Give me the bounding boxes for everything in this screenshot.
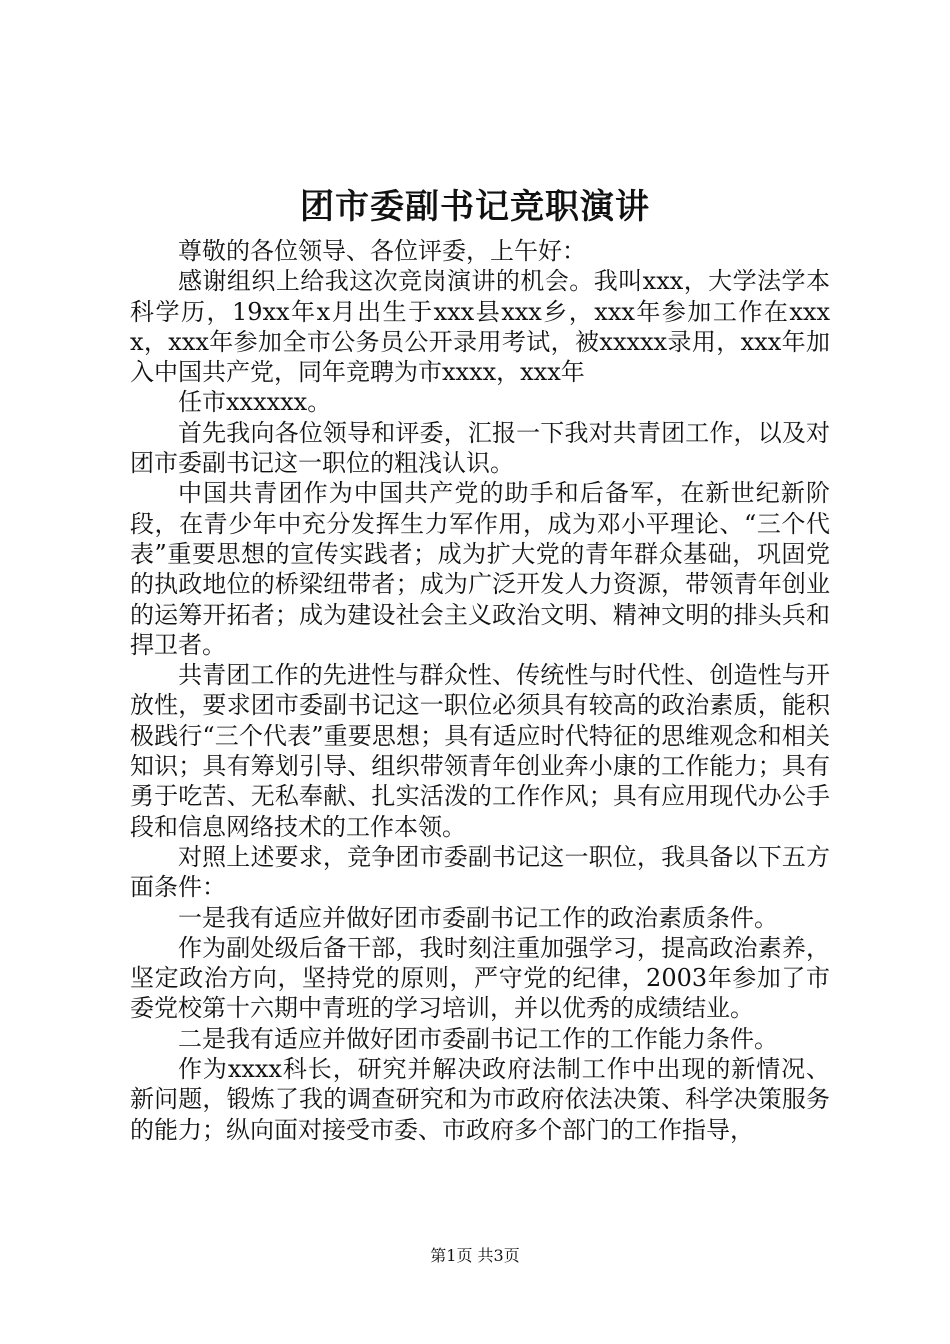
document-body [130,236,830,1145]
condition-one-paragraph: 作为副处级后备干部，我时刻注重加强学习，提高政治素养，坚定政治方向，坚持党的原则，严守党的纪律，2003年参加了市委党校第十六期中青班的学习培训，并以优秀的成绩结业。 [130,933,830,1023]
salutation-paragraph: 尊敬的各位领导、各位评委，上午好： [178,237,586,265]
condition-two-heading: 二是我有适应并做好团市委副书记工作的工作能力条件。 [178,1024,778,1053]
conditions-intro-paragraph: 对照上述要求，竞争团市委副书记这一职位，我具备以下五方面条件： [130,842,830,902]
page-number-footer: 第1页 共3页 [430,1246,520,1265]
condition-two-paragraph: 作为xxxx科长，研究并解决政府法制工作中出现的新情况、新问题，锻炼了我的调查研究和为市政府依法决策、科学决策服务的能力；纵向面对接受市委、市政府多个部门的工作指导， [130,1055,830,1144]
league-role-paragraph: 中国共青团作为中国共产党的助手和后备军，在新世纪新阶段，在青少年中充分发挥生力军作用，成为邓小平理论、“三个代表”重要思想的宣传实践者；成为扩大党的青年群众基础，巩固党的执政地位的桥梁纽带者；成为广泛开发人力资源，带领青年创业的运筹开拓者；成为建设社会主义政治文明、精神文明的排头兵和捍卫者。 [130,479,830,659]
understanding-intro-paragraph: 首先我向各位领导和评委，汇报一下我对共青团工作，以及对团市委副书记这一职位的粗浅认识。 [130,418,830,478]
condition-one-heading: 一是我有适应并做好团市委副书记工作的政治素质条件。 [178,903,778,932]
introduction-paragraph: 感谢组织上给我这次竞岗演讲的机会。我叫xxx，大学法学本科学历，19xx年x月出生于xxx县xxx乡，xxx年参加工作在xxxx，xxx年参加全市公务员公开录用考试，被xxxxx录用，xxx年加入中国共产党，同年竞聘为市xxxx，xxx年 [130,267,830,387]
introduction-continuation-paragraph: 任市xxxxxx。 [178,388,332,417]
position-requirements-paragraph: 共青团工作的先进性与群众性、传统性与时代性、创造性与开放性，要求团市委副书记这一职位必须具有较高的政治素质，能积极践行“三个代表”重要思想；具有适应时代特征的思维观念和相关知识；具有筹划引导、组织带领青年创业奔小康的工作能力；具有勇于吃苦、无私奉献、扎实活泼的工作作风；具有应用现代办公手段和信息网络技术的工作本领。 [130,661,830,841]
document-title: 团市委副书记竞职演讲 [300,187,650,227]
